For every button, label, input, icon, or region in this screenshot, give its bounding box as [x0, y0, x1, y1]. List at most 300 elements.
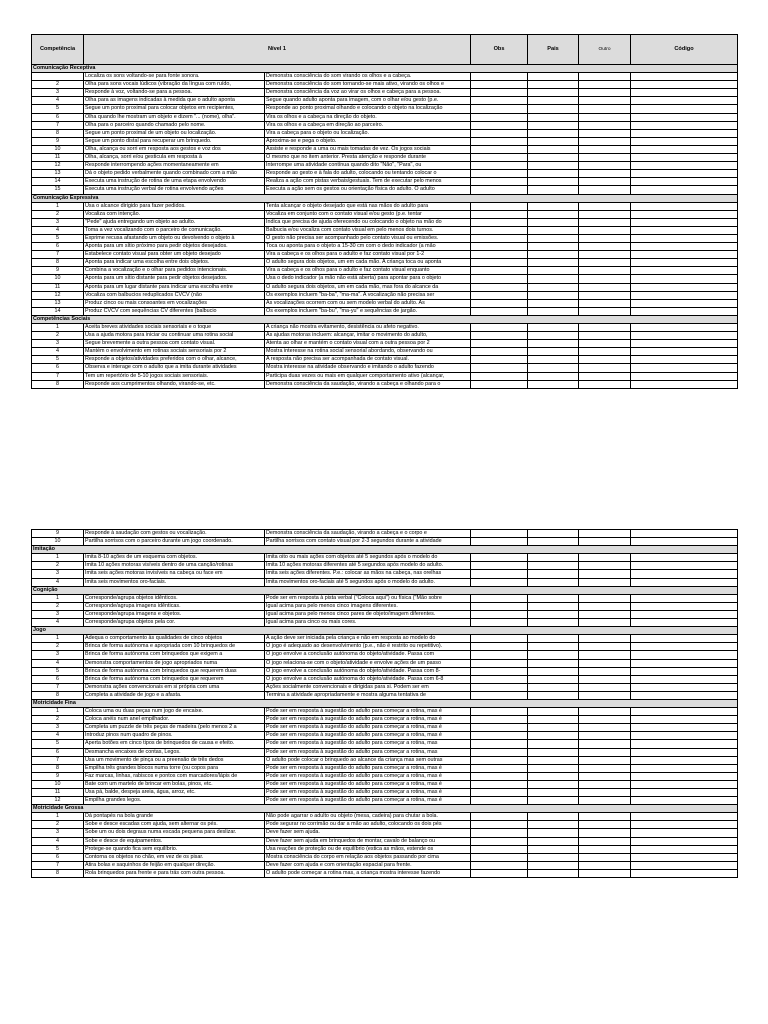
pais-cell[interactable]	[528, 307, 579, 315]
outro-cell[interactable]	[579, 821, 631, 829]
pais-cell[interactable]	[528, 299, 579, 307]
codigo-cell[interactable]	[631, 186, 738, 194]
outro-cell[interactable]	[579, 813, 631, 821]
codigo-cell[interactable]	[631, 538, 738, 546]
obs-cell[interactable]	[471, 708, 528, 716]
outro-cell[interactable]	[579, 538, 631, 546]
codigo-cell[interactable]	[631, 562, 738, 570]
pais-cell[interactable]	[528, 162, 579, 170]
codigo-cell[interactable]	[631, 732, 738, 740]
obs-cell[interactable]	[471, 324, 528, 332]
obs-cell[interactable]	[471, 570, 528, 578]
outro-cell[interactable]	[579, 869, 631, 877]
codigo-cell[interactable]	[631, 202, 738, 210]
pais-cell[interactable]	[528, 724, 579, 732]
obs-cell[interactable]	[471, 764, 528, 772]
pais-cell[interactable]	[528, 186, 579, 194]
codigo-cell[interactable]	[631, 324, 738, 332]
outro-cell[interactable]	[579, 356, 631, 364]
codigo-cell[interactable]	[631, 275, 738, 283]
obs-cell[interactable]	[471, 861, 528, 869]
obs-cell[interactable]	[471, 178, 528, 186]
pais-cell[interactable]	[528, 332, 579, 340]
outro-cell[interactable]	[579, 73, 631, 81]
pais-cell[interactable]	[528, 226, 579, 234]
pais-cell[interactable]	[528, 651, 579, 659]
outro-cell[interactable]	[579, 145, 631, 153]
pais-cell[interactable]	[528, 853, 579, 861]
pais-cell[interactable]	[528, 756, 579, 764]
obs-cell[interactable]	[471, 137, 528, 145]
codigo-cell[interactable]	[631, 667, 738, 675]
obs-cell[interactable]	[471, 121, 528, 129]
pais-cell[interactable]	[528, 554, 579, 562]
codigo-cell[interactable]	[631, 869, 738, 877]
codigo-cell[interactable]	[631, 251, 738, 259]
obs-cell[interactable]	[471, 538, 528, 546]
codigo-cell[interactable]	[631, 307, 738, 315]
obs-cell[interactable]	[471, 675, 528, 683]
obs-cell[interactable]	[471, 756, 528, 764]
pais-cell[interactable]	[528, 243, 579, 251]
outro-cell[interactable]	[579, 178, 631, 186]
obs-cell[interactable]	[471, 275, 528, 283]
pais-cell[interactable]	[528, 813, 579, 821]
outro-cell[interactable]	[579, 202, 631, 210]
outro-cell[interactable]	[579, 121, 631, 129]
pais-cell[interactable]	[528, 708, 579, 716]
codigo-cell[interactable]	[631, 756, 738, 764]
obs-cell[interactable]	[471, 291, 528, 299]
codigo-cell[interactable]	[631, 372, 738, 380]
pais-cell[interactable]	[528, 797, 579, 805]
obs-cell[interactable]	[471, 659, 528, 667]
obs-cell[interactable]	[471, 380, 528, 388]
obs-cell[interactable]	[471, 797, 528, 805]
codigo-cell[interactable]	[631, 780, 738, 788]
obs-cell[interactable]	[471, 530, 528, 538]
codigo-cell[interactable]	[631, 210, 738, 218]
outro-cell[interactable]	[579, 234, 631, 242]
codigo-cell[interactable]	[631, 81, 738, 89]
outro-cell[interactable]	[579, 340, 631, 348]
codigo-cell[interactable]	[631, 218, 738, 226]
outro-cell[interactable]	[579, 81, 631, 89]
outro-cell[interactable]	[579, 170, 631, 178]
pais-cell[interactable]	[528, 210, 579, 218]
obs-cell[interactable]	[471, 332, 528, 340]
outro-cell[interactable]	[579, 562, 631, 570]
pais-cell[interactable]	[528, 129, 579, 137]
obs-cell[interactable]	[471, 113, 528, 121]
codigo-cell[interactable]	[631, 691, 738, 699]
pais-cell[interactable]	[528, 716, 579, 724]
outro-cell[interactable]	[579, 659, 631, 667]
pais-cell[interactable]	[528, 364, 579, 372]
outro-cell[interactable]	[579, 218, 631, 226]
outro-cell[interactable]	[579, 259, 631, 267]
outro-cell[interactable]	[579, 97, 631, 105]
codigo-cell[interactable]	[631, 154, 738, 162]
codigo-cell[interactable]	[631, 861, 738, 869]
pais-cell[interactable]	[528, 764, 579, 772]
pais-cell[interactable]	[528, 324, 579, 332]
outro-cell[interactable]	[579, 554, 631, 562]
pais-cell[interactable]	[528, 610, 579, 618]
obs-cell[interactable]	[471, 869, 528, 877]
outro-cell[interactable]	[579, 772, 631, 780]
outro-cell[interactable]	[579, 619, 631, 627]
outro-cell[interactable]	[579, 380, 631, 388]
outro-cell[interactable]	[579, 610, 631, 618]
obs-cell[interactable]	[471, 821, 528, 829]
obs-cell[interactable]	[471, 234, 528, 242]
outro-cell[interactable]	[579, 162, 631, 170]
obs-cell[interactable]	[471, 356, 528, 364]
obs-cell[interactable]	[471, 772, 528, 780]
obs-cell[interactable]	[471, 683, 528, 691]
pais-cell[interactable]	[528, 154, 579, 162]
codigo-cell[interactable]	[631, 89, 738, 97]
codigo-cell[interactable]	[631, 813, 738, 821]
obs-cell[interactable]	[471, 226, 528, 234]
obs-cell[interactable]	[471, 97, 528, 105]
outro-cell[interactable]	[579, 602, 631, 610]
pais-cell[interactable]	[528, 619, 579, 627]
pais-cell[interactable]	[528, 356, 579, 364]
pais-cell[interactable]	[528, 218, 579, 226]
pais-cell[interactable]	[528, 283, 579, 291]
obs-cell[interactable]	[471, 89, 528, 97]
outro-cell[interactable]	[579, 307, 631, 315]
pais-cell[interactable]	[528, 170, 579, 178]
obs-cell[interactable]	[471, 267, 528, 275]
outro-cell[interactable]	[579, 691, 631, 699]
codigo-cell[interactable]	[631, 602, 738, 610]
codigo-cell[interactable]	[631, 259, 738, 267]
obs-cell[interactable]	[471, 299, 528, 307]
outro-cell[interactable]	[579, 740, 631, 748]
codigo-cell[interactable]	[631, 708, 738, 716]
pais-cell[interactable]	[528, 275, 579, 283]
pais-cell[interactable]	[528, 602, 579, 610]
pais-cell[interactable]	[528, 562, 579, 570]
obs-cell[interactable]	[471, 716, 528, 724]
pais-cell[interactable]	[528, 348, 579, 356]
obs-cell[interactable]	[471, 243, 528, 251]
obs-cell[interactable]	[471, 667, 528, 675]
pais-cell[interactable]	[528, 772, 579, 780]
obs-cell[interactable]	[471, 691, 528, 699]
outro-cell[interactable]	[579, 154, 631, 162]
pais-cell[interactable]	[528, 291, 579, 299]
pais-cell[interactable]	[528, 202, 579, 210]
pais-cell[interactable]	[528, 97, 579, 105]
pais-cell[interactable]	[528, 89, 579, 97]
codigo-cell[interactable]	[631, 748, 738, 756]
outro-cell[interactable]	[579, 267, 631, 275]
pais-cell[interactable]	[528, 113, 579, 121]
obs-cell[interactable]	[471, 348, 528, 356]
pais-cell[interactable]	[528, 748, 579, 756]
obs-cell[interactable]	[471, 610, 528, 618]
codigo-cell[interactable]	[631, 554, 738, 562]
pais-cell[interactable]	[528, 340, 579, 348]
pais-cell[interactable]	[528, 845, 579, 853]
pais-cell[interactable]	[528, 81, 579, 89]
outro-cell[interactable]	[579, 853, 631, 861]
codigo-cell[interactable]	[631, 356, 738, 364]
obs-cell[interactable]	[471, 186, 528, 194]
obs-cell[interactable]	[471, 748, 528, 756]
outro-cell[interactable]	[579, 748, 631, 756]
obs-cell[interactable]	[471, 283, 528, 291]
obs-cell[interactable]	[471, 73, 528, 81]
obs-cell[interactable]	[471, 853, 528, 861]
codigo-cell[interactable]	[631, 348, 738, 356]
pais-cell[interactable]	[528, 643, 579, 651]
codigo-cell[interactable]	[631, 659, 738, 667]
pais-cell[interactable]	[528, 740, 579, 748]
codigo-cell[interactable]	[631, 73, 738, 81]
obs-cell[interactable]	[471, 218, 528, 226]
codigo-cell[interactable]	[631, 651, 738, 659]
codigo-cell[interactable]	[631, 821, 738, 829]
codigo-cell[interactable]	[631, 789, 738, 797]
obs-cell[interactable]	[471, 578, 528, 586]
obs-cell[interactable]	[471, 81, 528, 89]
pais-cell[interactable]	[528, 372, 579, 380]
obs-cell[interactable]	[471, 845, 528, 853]
obs-cell[interactable]	[471, 651, 528, 659]
codigo-cell[interactable]	[631, 178, 738, 186]
obs-cell[interactable]	[471, 210, 528, 218]
codigo-cell[interactable]	[631, 675, 738, 683]
codigo-cell[interactable]	[631, 145, 738, 153]
obs-cell[interactable]	[471, 562, 528, 570]
pais-cell[interactable]	[528, 659, 579, 667]
outro-cell[interactable]	[579, 299, 631, 307]
pais-cell[interactable]	[528, 732, 579, 740]
pais-cell[interactable]	[528, 538, 579, 546]
codigo-cell[interactable]	[631, 380, 738, 388]
codigo-cell[interactable]	[631, 137, 738, 145]
obs-cell[interactable]	[471, 251, 528, 259]
pais-cell[interactable]	[528, 829, 579, 837]
outro-cell[interactable]	[579, 129, 631, 137]
pais-cell[interactable]	[528, 530, 579, 538]
outro-cell[interactable]	[579, 251, 631, 259]
codigo-cell[interactable]	[631, 845, 738, 853]
obs-cell[interactable]	[471, 170, 528, 178]
codigo-cell[interactable]	[631, 578, 738, 586]
pais-cell[interactable]	[528, 691, 579, 699]
codigo-cell[interactable]	[631, 853, 738, 861]
outro-cell[interactable]	[579, 291, 631, 299]
obs-cell[interactable]	[471, 619, 528, 627]
obs-cell[interactable]	[471, 789, 528, 797]
outro-cell[interactable]	[579, 372, 631, 380]
obs-cell[interactable]	[471, 837, 528, 845]
outro-cell[interactable]	[579, 780, 631, 788]
outro-cell[interactable]	[579, 186, 631, 194]
pais-cell[interactable]	[528, 105, 579, 113]
codigo-cell[interactable]	[631, 340, 738, 348]
pais-cell[interactable]	[528, 594, 579, 602]
pais-cell[interactable]	[528, 380, 579, 388]
outro-cell[interactable]	[579, 243, 631, 251]
codigo-cell[interactable]	[631, 837, 738, 845]
obs-cell[interactable]	[471, 635, 528, 643]
codigo-cell[interactable]	[631, 162, 738, 170]
obs-cell[interactable]	[471, 202, 528, 210]
outro-cell[interactable]	[579, 651, 631, 659]
pais-cell[interactable]	[528, 267, 579, 275]
codigo-cell[interactable]	[631, 267, 738, 275]
pais-cell[interactable]	[528, 570, 579, 578]
codigo-cell[interactable]	[631, 610, 738, 618]
outro-cell[interactable]	[579, 829, 631, 837]
codigo-cell[interactable]	[631, 243, 738, 251]
outro-cell[interactable]	[579, 667, 631, 675]
pais-cell[interactable]	[528, 675, 579, 683]
outro-cell[interactable]	[579, 797, 631, 805]
obs-cell[interactable]	[471, 554, 528, 562]
pais-cell[interactable]	[528, 234, 579, 242]
obs-cell[interactable]	[471, 813, 528, 821]
obs-cell[interactable]	[471, 364, 528, 372]
outro-cell[interactable]	[579, 683, 631, 691]
codigo-cell[interactable]	[631, 291, 738, 299]
obs-cell[interactable]	[471, 732, 528, 740]
codigo-cell[interactable]	[631, 226, 738, 234]
codigo-cell[interactable]	[631, 299, 738, 307]
outro-cell[interactable]	[579, 635, 631, 643]
pais-cell[interactable]	[528, 121, 579, 129]
pais-cell[interactable]	[528, 578, 579, 586]
outro-cell[interactable]	[579, 324, 631, 332]
pais-cell[interactable]	[528, 821, 579, 829]
outro-cell[interactable]	[579, 283, 631, 291]
codigo-cell[interactable]	[631, 332, 738, 340]
codigo-cell[interactable]	[631, 113, 738, 121]
pais-cell[interactable]	[528, 869, 579, 877]
pais-cell[interactable]	[528, 667, 579, 675]
outro-cell[interactable]	[579, 89, 631, 97]
outro-cell[interactable]	[579, 530, 631, 538]
obs-cell[interactable]	[471, 829, 528, 837]
outro-cell[interactable]	[579, 845, 631, 853]
codigo-cell[interactable]	[631, 797, 738, 805]
obs-cell[interactable]	[471, 740, 528, 748]
outro-cell[interactable]	[579, 210, 631, 218]
codigo-cell[interactable]	[631, 772, 738, 780]
codigo-cell[interactable]	[631, 594, 738, 602]
codigo-cell[interactable]	[631, 829, 738, 837]
codigo-cell[interactable]	[631, 716, 738, 724]
outro-cell[interactable]	[579, 756, 631, 764]
pais-cell[interactable]	[528, 137, 579, 145]
obs-cell[interactable]	[471, 643, 528, 651]
outro-cell[interactable]	[579, 732, 631, 740]
outro-cell[interactable]	[579, 578, 631, 586]
codigo-cell[interactable]	[631, 635, 738, 643]
codigo-cell[interactable]	[631, 129, 738, 137]
obs-cell[interactable]	[471, 594, 528, 602]
codigo-cell[interactable]	[631, 105, 738, 113]
outro-cell[interactable]	[579, 113, 631, 121]
outro-cell[interactable]	[579, 364, 631, 372]
pais-cell[interactable]	[528, 178, 579, 186]
codigo-cell[interactable]	[631, 740, 738, 748]
pais-cell[interactable]	[528, 789, 579, 797]
outro-cell[interactable]	[579, 332, 631, 340]
obs-cell[interactable]	[471, 129, 528, 137]
obs-cell[interactable]	[471, 259, 528, 267]
obs-cell[interactable]	[471, 154, 528, 162]
outro-cell[interactable]	[579, 137, 631, 145]
codigo-cell[interactable]	[631, 364, 738, 372]
codigo-cell[interactable]	[631, 764, 738, 772]
pais-cell[interactable]	[528, 145, 579, 153]
pais-cell[interactable]	[528, 73, 579, 81]
codigo-cell[interactable]	[631, 97, 738, 105]
codigo-cell[interactable]	[631, 619, 738, 627]
codigo-cell[interactable]	[631, 121, 738, 129]
outro-cell[interactable]	[579, 105, 631, 113]
pais-cell[interactable]	[528, 635, 579, 643]
obs-cell[interactable]	[471, 105, 528, 113]
codigo-cell[interactable]	[631, 643, 738, 651]
codigo-cell[interactable]	[631, 530, 738, 538]
pais-cell[interactable]	[528, 837, 579, 845]
codigo-cell[interactable]	[631, 683, 738, 691]
outro-cell[interactable]	[579, 708, 631, 716]
pais-cell[interactable]	[528, 251, 579, 259]
outro-cell[interactable]	[579, 716, 631, 724]
pais-cell[interactable]	[528, 683, 579, 691]
outro-cell[interactable]	[579, 764, 631, 772]
obs-cell[interactable]	[471, 724, 528, 732]
outro-cell[interactable]	[579, 861, 631, 869]
outro-cell[interactable]	[579, 789, 631, 797]
codigo-cell[interactable]	[631, 283, 738, 291]
outro-cell[interactable]	[579, 643, 631, 651]
obs-cell[interactable]	[471, 307, 528, 315]
obs-cell[interactable]	[471, 780, 528, 788]
outro-cell[interactable]	[579, 724, 631, 732]
outro-cell[interactable]	[579, 275, 631, 283]
codigo-cell[interactable]	[631, 570, 738, 578]
codigo-cell[interactable]	[631, 724, 738, 732]
obs-cell[interactable]	[471, 602, 528, 610]
obs-cell[interactable]	[471, 162, 528, 170]
obs-cell[interactable]	[471, 372, 528, 380]
pais-cell[interactable]	[528, 780, 579, 788]
outro-cell[interactable]	[579, 837, 631, 845]
outro-cell[interactable]	[579, 570, 631, 578]
codigo-cell[interactable]	[631, 170, 738, 178]
obs-cell[interactable]	[471, 145, 528, 153]
codigo-cell[interactable]	[631, 234, 738, 242]
outro-cell[interactable]	[579, 675, 631, 683]
outro-cell[interactable]	[579, 348, 631, 356]
obs-cell[interactable]	[471, 340, 528, 348]
pais-cell[interactable]	[528, 259, 579, 267]
outro-cell[interactable]	[579, 226, 631, 234]
outro-cell[interactable]	[579, 594, 631, 602]
pais-cell[interactable]	[528, 861, 579, 869]
